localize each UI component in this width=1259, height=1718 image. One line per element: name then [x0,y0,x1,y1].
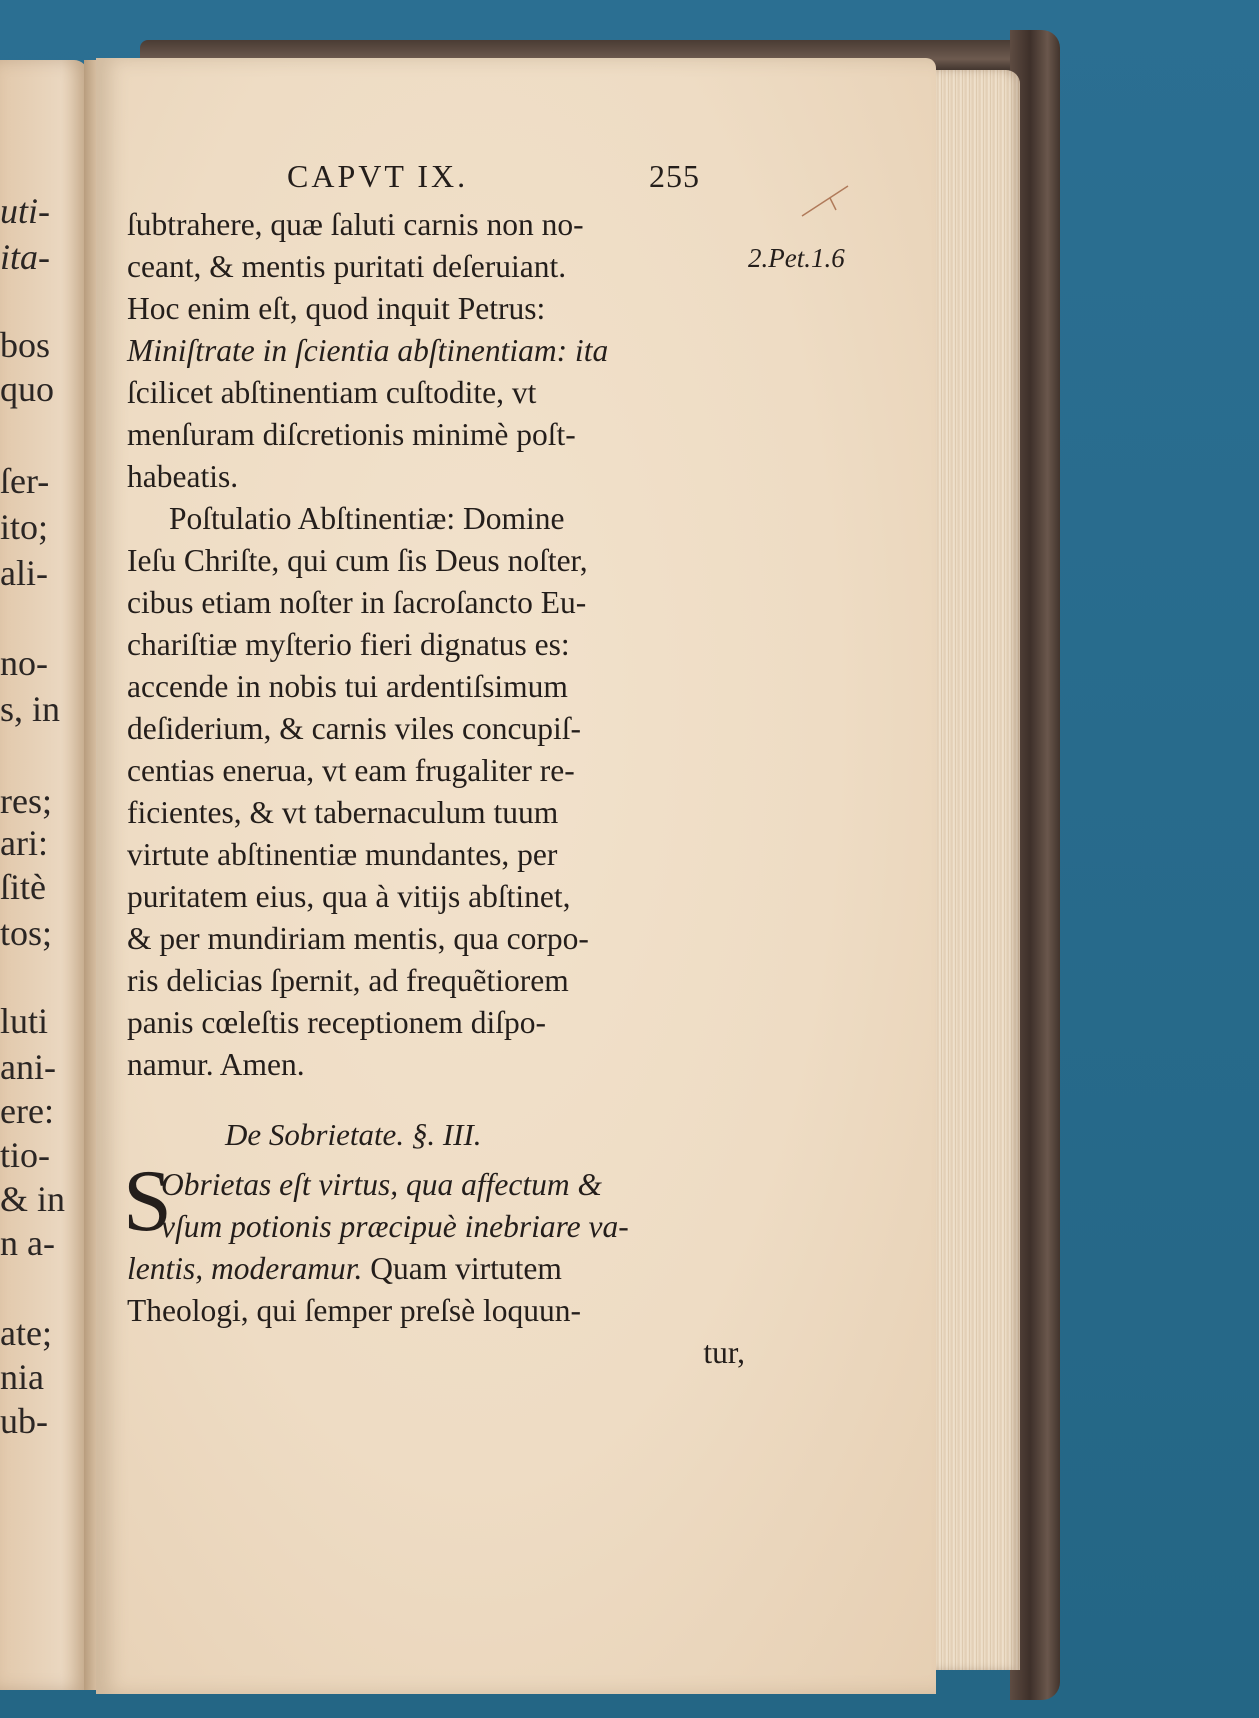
prayer-line: ris delicias ſpernit, ad frequẽtiorem [127,963,569,998]
prayer-line: namur. Amen. [127,1047,305,1082]
text-line: menſuram diſcretionis minimè poſt- [127,417,576,452]
pencil-mark-icon [796,176,856,236]
left-fragment: uti- [0,191,50,231]
page-number: 255 [649,158,700,194]
left-fragment: bos [0,325,51,365]
left-fragment: ito; [0,507,49,547]
text-line-mixed [127,1248,747,1290]
left-fragment: luti [0,1001,49,1041]
prayer-line: chariſtiæ myſterio fieri dignatus es: [127,627,570,662]
left-fragment: ſer- [0,461,50,501]
left-fragment: ani- [0,1047,56,1087]
left-fragment: s, in [0,689,61,729]
text-line: ſcilicet abſtinentiam cuſtodite, vt [127,375,537,410]
left-fragment: ere: [0,1091,54,1131]
left-fragment: ub- [0,1401,48,1441]
left-fragment: tio- [0,1135,50,1175]
margin-note: 2.Pet.1.6 [748,243,845,273]
left-fragment: ali- [0,553,48,593]
section-heading: De Sobrietate. §. III. [225,1117,482,1152]
left-fragment: ita- [0,237,50,277]
left-page [0,60,88,1690]
text-line: Theologi, qui ſemper preſsè loquun- [127,1293,582,1328]
page-fore-edge [928,70,1020,1670]
left-fragment: quo [0,369,54,409]
left-fragment: nia [0,1357,44,1397]
text-line-italic: Obrietas eſt virtus, qua affectum & [161,1167,602,1202]
left-fragment: ari: [0,823,48,863]
text-line-italic: Miniſtrate in ſcientia abſtinentiam: ita [127,333,609,368]
text-line: ſubtrahere, quæ ſaluti carnis non no- [127,207,584,242]
text-line: habeatis. [127,459,239,494]
prayer-line: deſiderium, & carnis viles concupiſ- [127,711,581,746]
prayer-line: ficientes, & vt tabernaculum tuum [127,795,559,830]
text-line-italic: vſum potionis præcipuè inebriare va- [161,1209,629,1244]
text-line: Hoc enim eſt, quod inquit Petrus: [127,291,546,326]
left-fragment: ate; [0,1313,52,1353]
text-line: ceant, & mentis puritati deſeruiant. [127,249,567,284]
left-fragment: ſitè [0,867,46,907]
page-text [123,158,747,1374]
prayer-line: & per mundiriam mentis, qua corpo- [127,921,589,956]
prayer-line: puritatem eius, qua à vitijs abſtinet, [127,879,571,914]
running-header [127,158,747,204]
prayer-line: centias enerua, vt eam frugaliter re- [127,753,575,788]
prayer-line: accende in nobis tui ardentiſsimum [127,669,568,704]
prayer-line: Ieſu Chriſte, qui cum ſis Deus noſter, [127,543,588,578]
drop-cap: S [123,1153,172,1250]
chapter-title: CAPVT IX. [287,158,469,194]
catchword: tur, [703,1335,745,1370]
prayer-line: cibus etiam noſter in ſacroſancto Eu- [127,585,587,620]
prayer-line: panis cœleſtis receptionem diſpo- [127,1005,547,1040]
text-span-italic: lentis, moderamur. [127,1251,363,1286]
prayer-line: Poſtulatio Abſtinentiæ: Domine [169,501,565,536]
left-fragment: tos; [0,913,53,953]
left-fragment: & in [0,1179,66,1219]
text-span: Quam virtutem [362,1251,562,1286]
left-fragment: n a- [0,1223,55,1263]
left-fragment: no- [0,643,48,683]
prayer-line: virtute abſtinentiæ mundantes, per [127,837,558,872]
section-paragraph [123,1153,747,1332]
left-fragment: res; [0,781,52,821]
